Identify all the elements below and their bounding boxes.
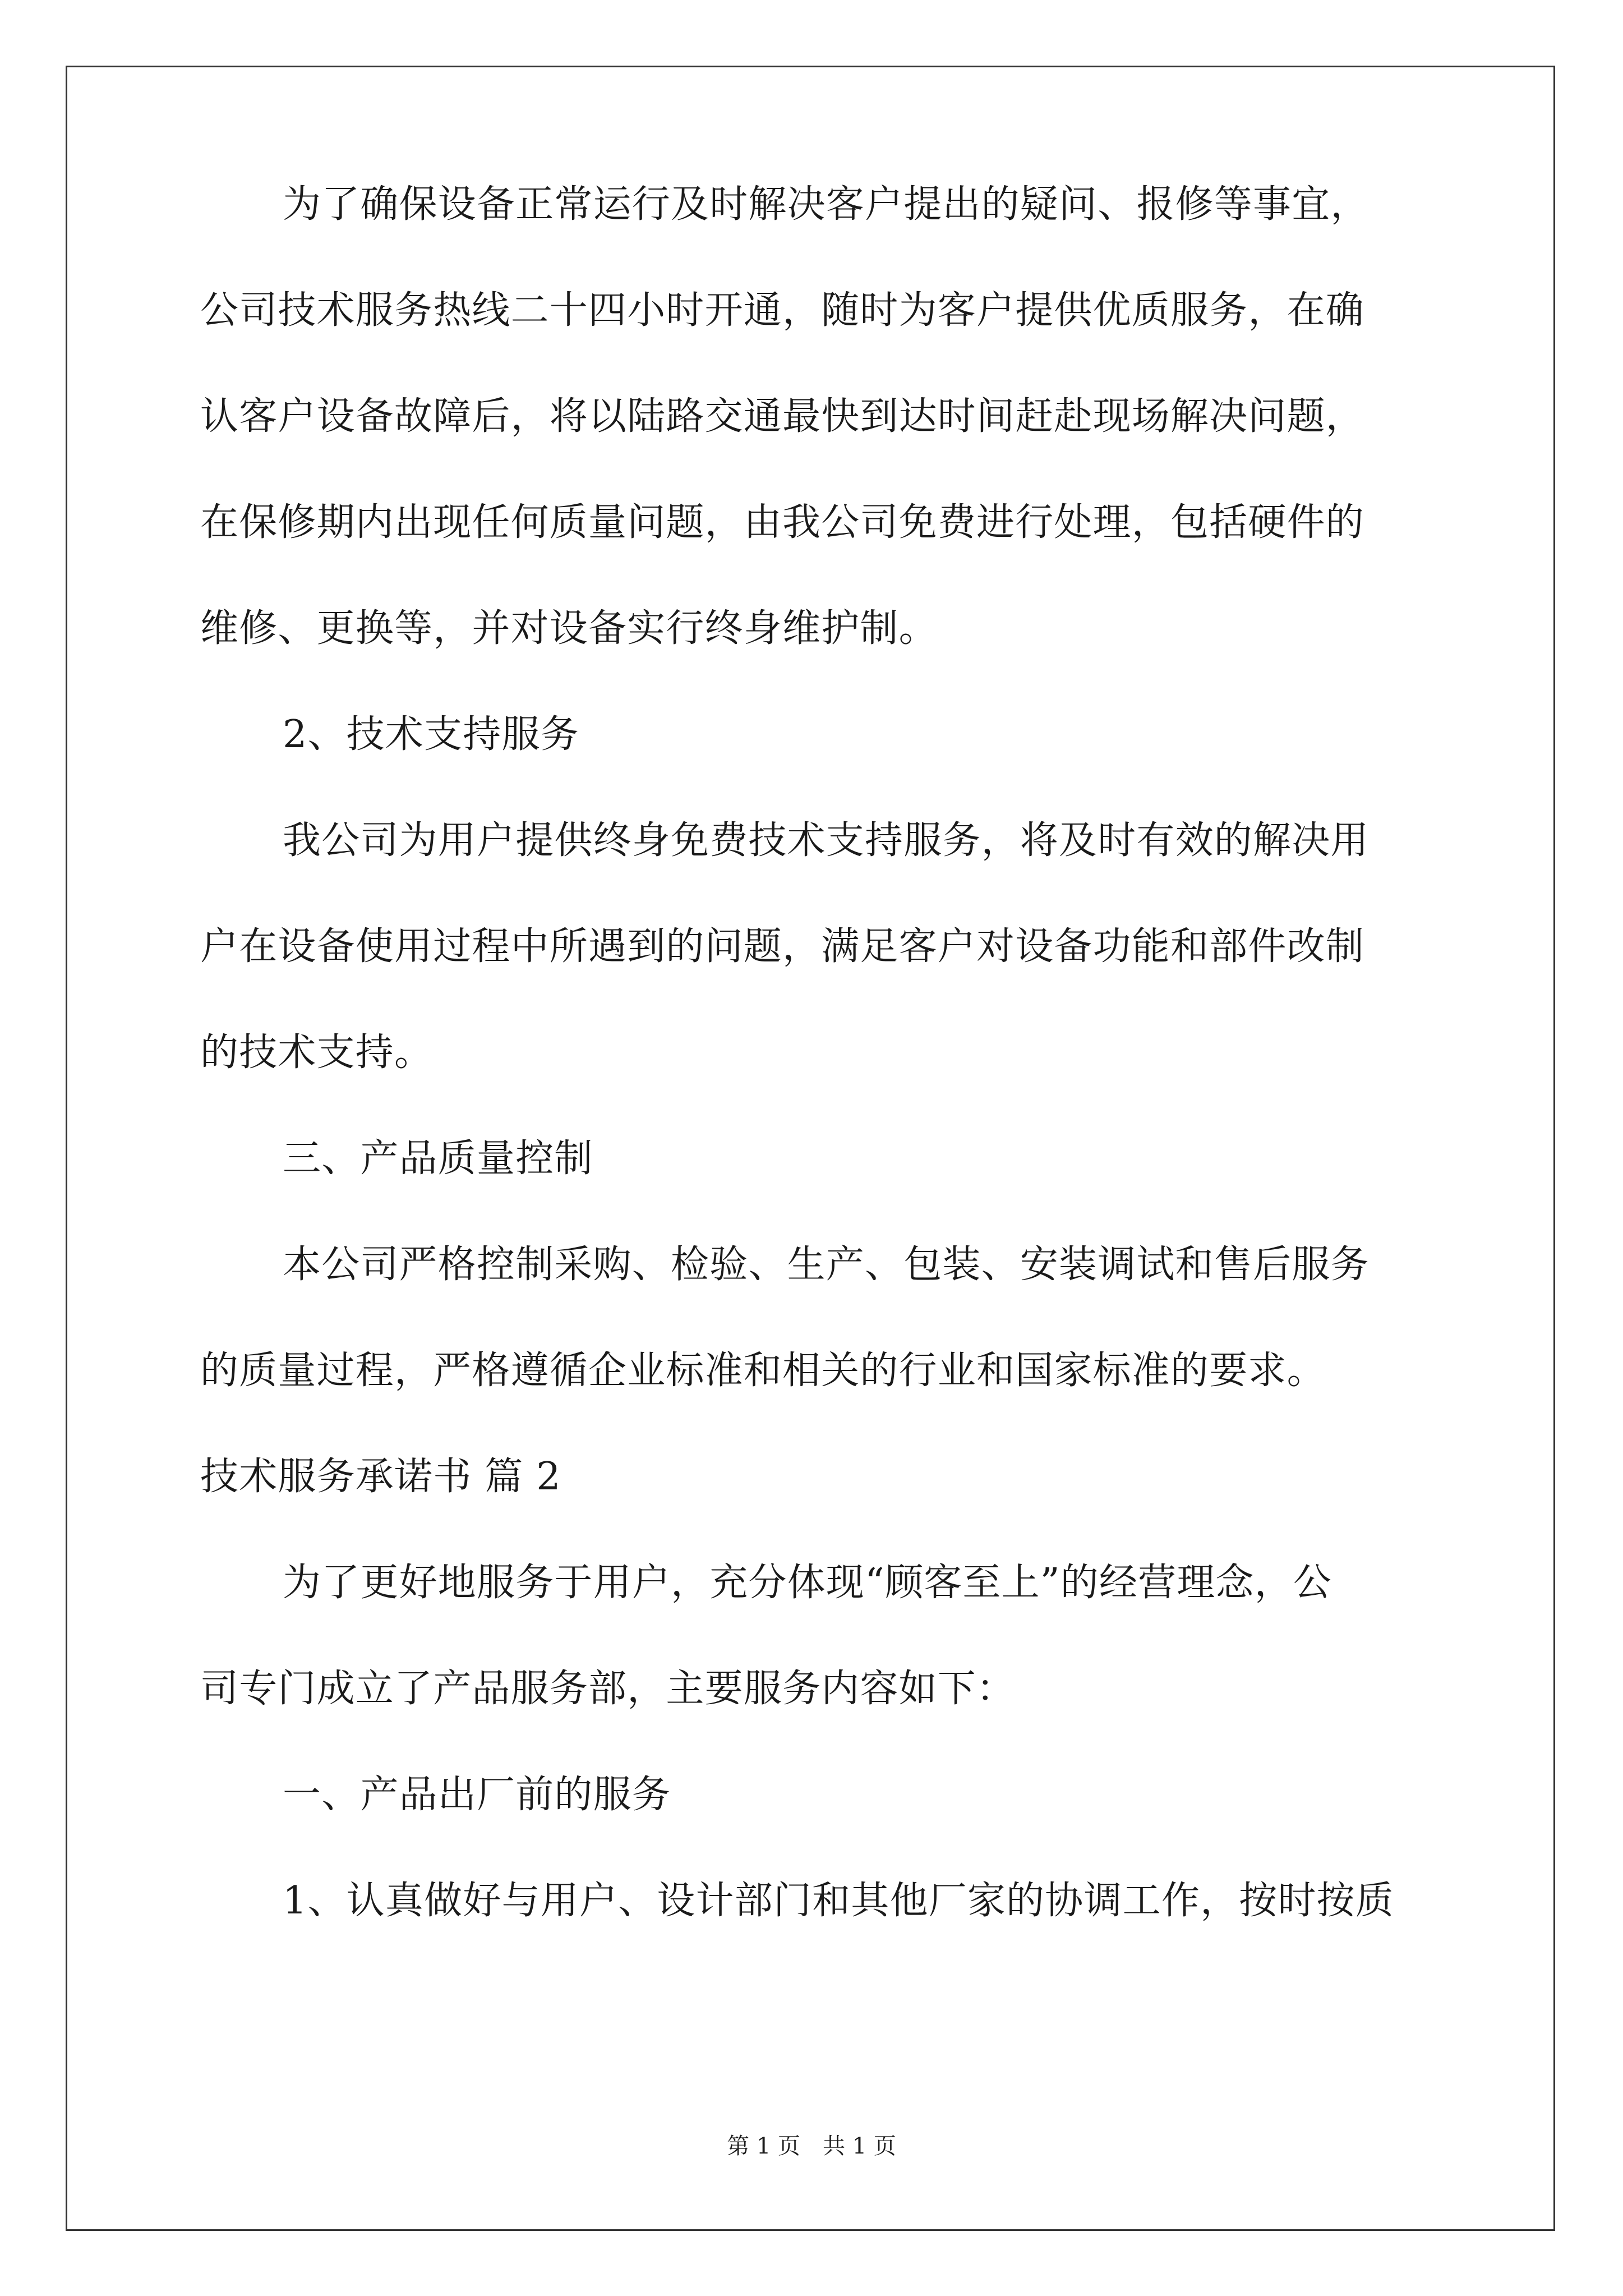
- document-body: [200, 182, 1434, 1987]
- text-line: 本公司严格控制采购、检验、生产、包装、安装调试和售后服务: [283, 1243, 1370, 1287]
- document-title: 技术服务承诺书 篇 2: [200, 1455, 561, 1499]
- text-line: 认客户设备故障后，将以陆路交通最快到达时间赶赴现场解决问题，: [200, 394, 1365, 439]
- text-line: 为了更好地服务于用户，充分体现“顾客至上”的经营理念，公: [283, 1561, 1332, 1605]
- section-heading: 三、产品质量控制: [283, 1137, 593, 1181]
- section-heading: 一、产品出厂前的服务: [283, 1773, 671, 1817]
- text-line: 1、认真做好与用户、设计部门和其他厂家的协调工作，按时按质: [283, 1879, 1395, 1923]
- text-line: 维修、更换等，并对设备实行终身维护制。: [200, 606, 938, 651]
- text-line: 司专门成立了产品服务部，主要服务内容如下：: [200, 1667, 1016, 1711]
- text-line: 公司技术服务热线二十四小时开通，随时为客户提供优质服务，在确: [200, 288, 1365, 333]
- text-line: 户在设备使用过程中所遇到的问题，满足客户对设备功能和部件改制: [200, 924, 1365, 969]
- text-line: 的技术支持。: [200, 1030, 434, 1075]
- page-footer: 第 1 页 共 1 页: [727, 2133, 896, 2159]
- text-line: 在保修期内出现任何质量问题，由我公司免费进行处理，包括硬件的: [200, 500, 1365, 545]
- text-line: 的质量过程，严格遵循企业标准和相关的行业和国家标准的要求。: [200, 1349, 1326, 1393]
- section-heading: 2、技术支持服务: [283, 712, 579, 757]
- text-line: 为了确保设备正常运行及时解决客户提出的疑问、报修等事宜，: [283, 182, 1370, 227]
- text-line: 我公司为用户提供终身免费技术支持服务，将及时有效的解决用: [283, 818, 1370, 863]
